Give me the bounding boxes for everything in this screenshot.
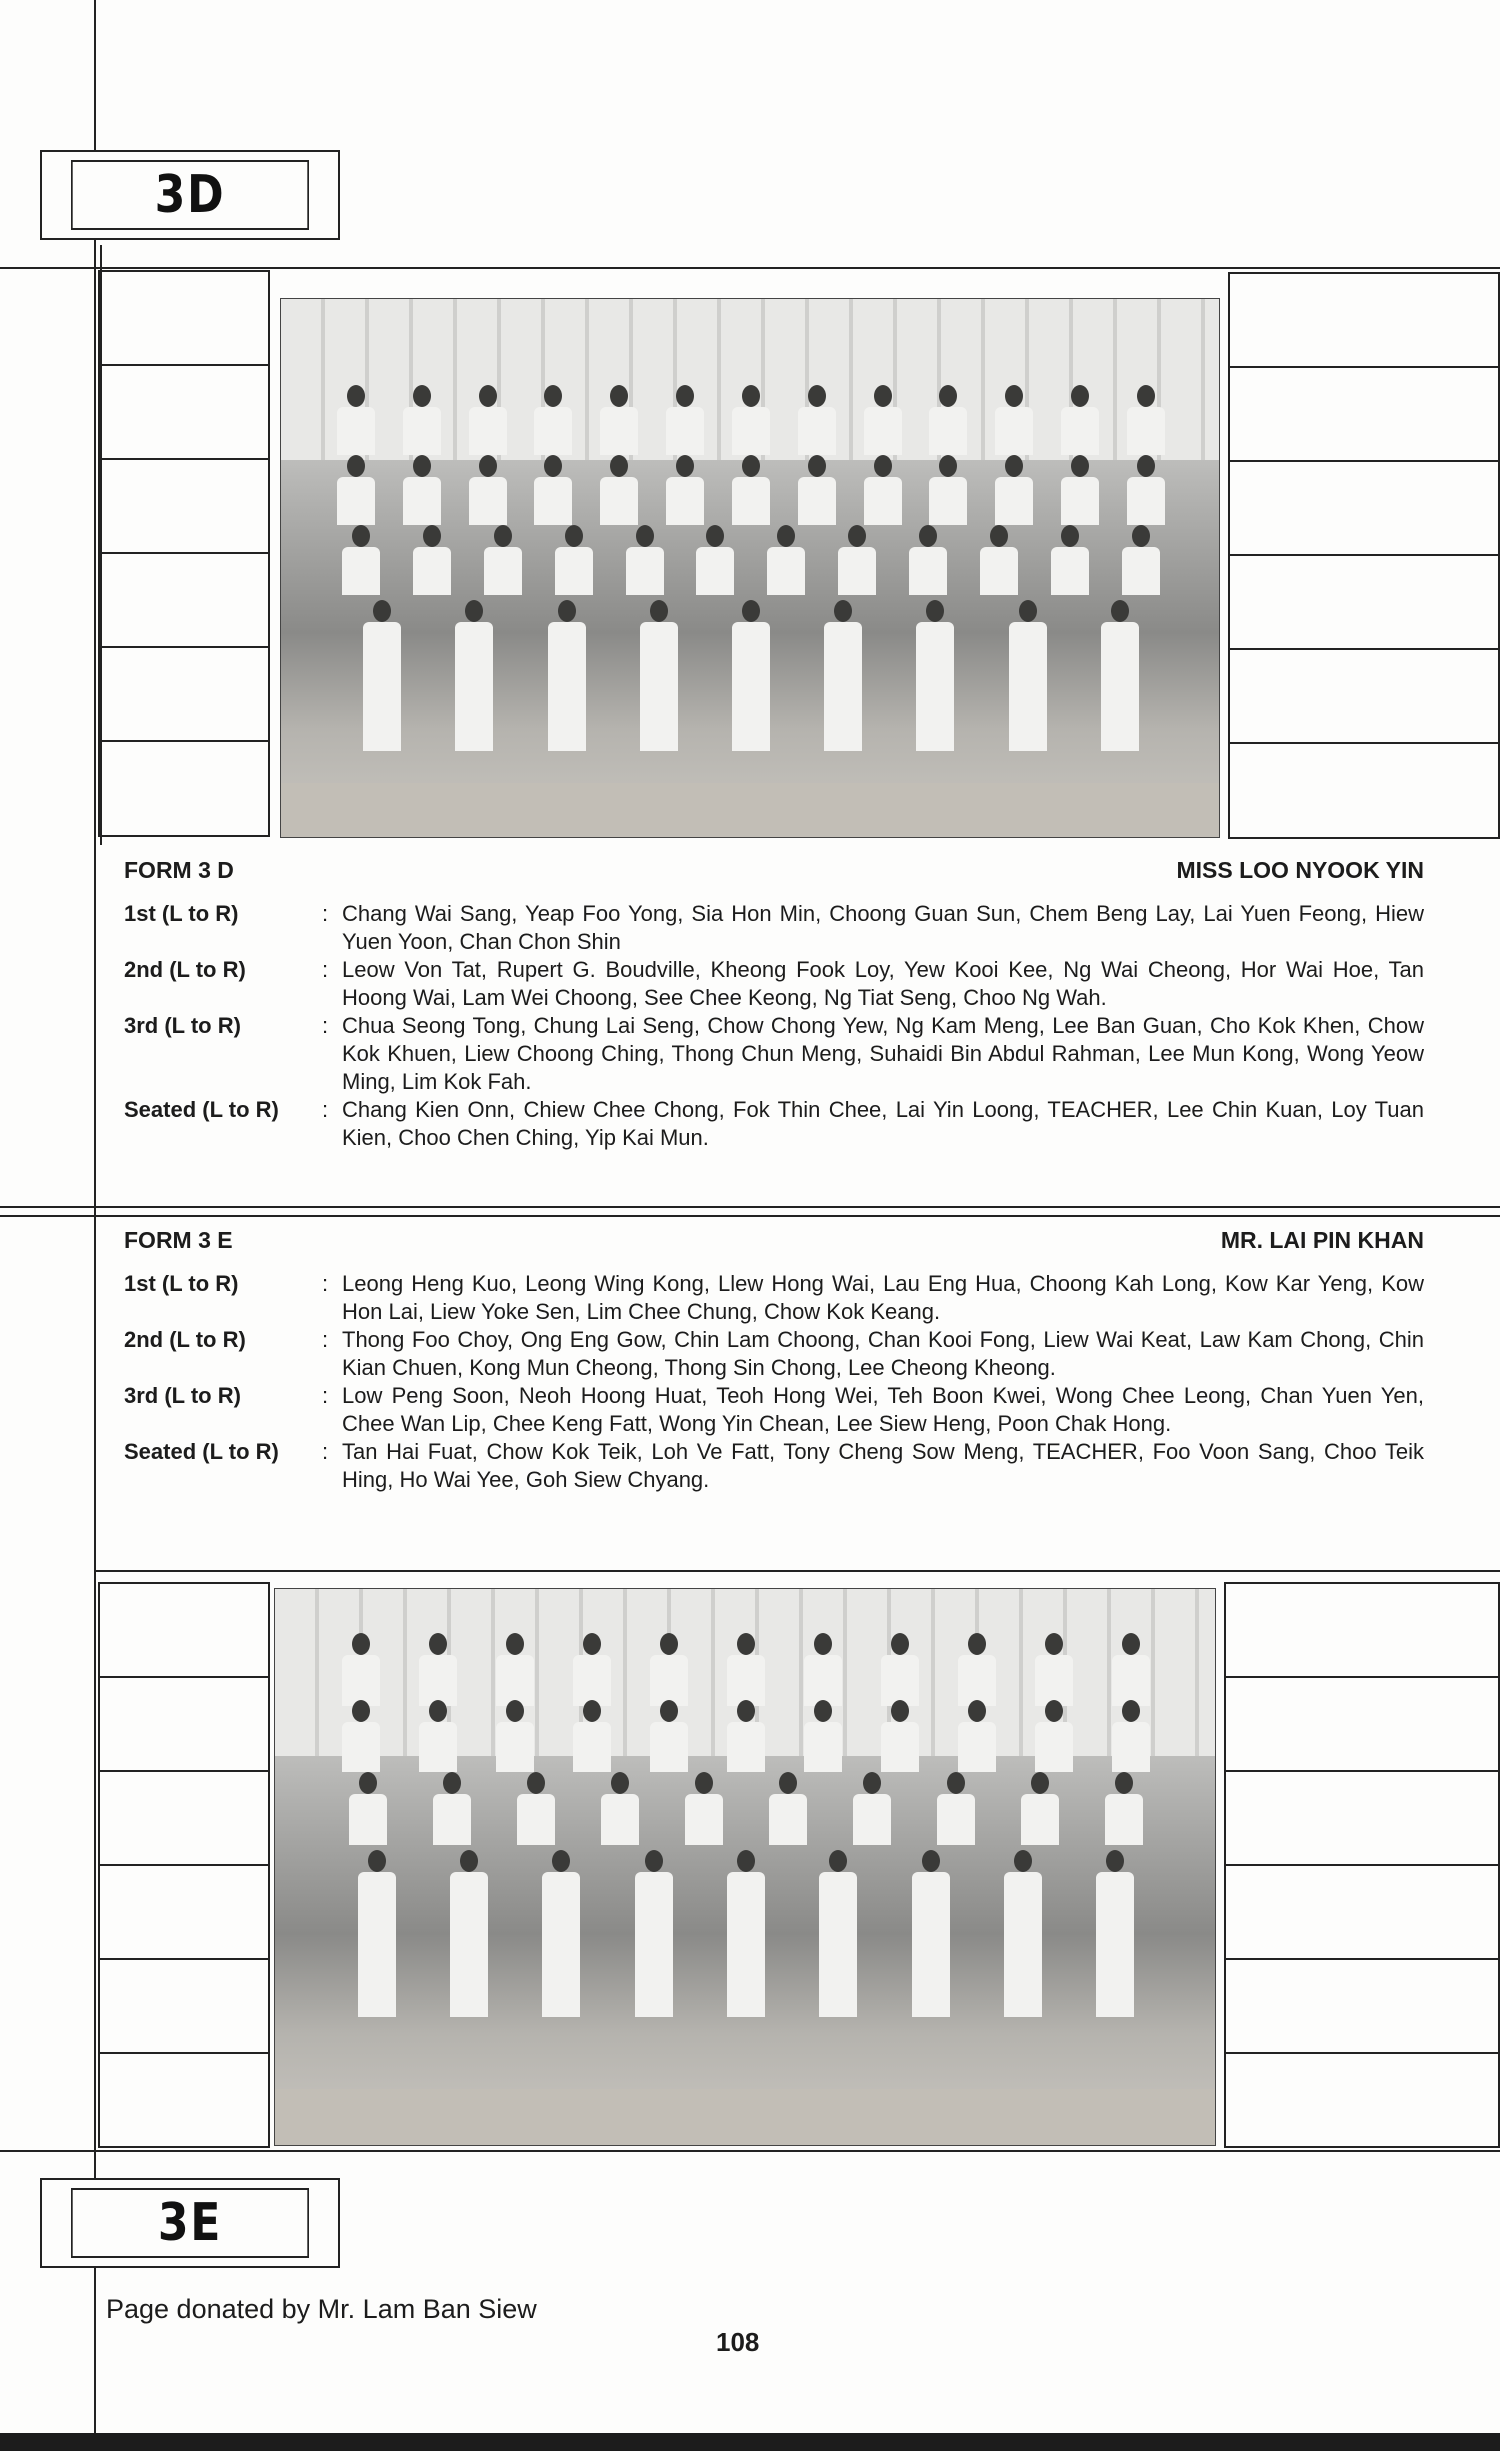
row-names: Leow Von Tat, Rupert G. Boudville, Kheong Fook Loy, Yew Kooi Kee, Ng Wai Cheong, Hor Wai Hoe, Tan Hoong Wai, Lam Wei Choong, See Chee Keong, Ng Tiat Seng, Choo Ng Wah. bbox=[342, 957, 1424, 1010]
page-number: 108 bbox=[716, 2327, 760, 2357]
roster-3d bbox=[124, 856, 1424, 1152]
roster-3d-title: FORM 3 D bbox=[124, 857, 234, 883]
side-grid-right-3e bbox=[1224, 1582, 1500, 2148]
roster-3d-row: 3rd (L to R) : Chua Seong Tong, Chung Lai Seng, Chow Chong Yew, Ng Kam Meng, Lee Ban Guan, Cho Kok Khen, Chow Kok Khuen, Liew Choong Ching, Thong Chun Meng, Suhaidi Bin Abdul Rahman, Lee Mun Kong, Wong Yeow Ming, Lim Kok Fah. bbox=[124, 1013, 1424, 1094]
side-grid-right-3d bbox=[1228, 272, 1500, 839]
roster-3e-row: Seated (L to R) : Tan Hai Fuat, Chow Kok Teik, Loh Ve Fatt, Tony Cheng Sow Meng, TEACHER, Foo Voon Sang, Choo Teik Hing, Ho Wai Yee, Goh Siew Chyang. bbox=[124, 1439, 1424, 1492]
roster-3e-row: 1st (L to R) : Leong Heng Kuo, Leong Wing Kong, Llew Hong Wai, Lau Eng Hua, Choong Kah Long, Kow Kar Yeng, Kow Hon Lai, Liew Yoke Sen, Lim Chee Chung, Chow Kok Keang. bbox=[124, 1271, 1424, 1324]
row-names: Leong Heng Kuo, Leong Wing Kong, Llew Hong Wai, Lau Eng Hua, Choong Kah Long, Kow Kar Yeng, Kow Hon Lai, Liew Yoke Sen, Lim Chee Chung, Chow Kok Keang. bbox=[342, 1271, 1424, 1324]
row-names: Chang Kien Onn, Chiew Chee Chong, Fok Thin Chee, Lai Yin Loong, TEACHER, Lee Chin Kuan, Loy Tuan Kien, Choo Chen Ching, Yip Kai Mun. bbox=[342, 1097, 1424, 1150]
side-grid-left-3e bbox=[98, 1582, 270, 2148]
row-label: 1st (L to R) bbox=[124, 1271, 239, 1296]
row-label: 1st (L to R) bbox=[124, 901, 239, 926]
row-names: Thong Foo Choy, Ong Eng Gow, Chin Lam Choong, Chan Kooi Fong, Liew Wai Keat, Law Kam Chong, Chin Kian Chuen, Kong Mun Cheong, Thong Sin Chong, Lee Cheong Kheong. bbox=[342, 1327, 1424, 1380]
row-names: Chang Wai Sang, Yeap Foo Yong, Sia Hon Min, Choong Guan Sun, Chem Beng Lay, Lai Yuen Feong, Hiew Yuen Yoon, Chan Chon Shin bbox=[342, 901, 1424, 954]
roster-3d-row: Seated (L to R) : Chang Kien Onn, Chiew Chee Chong, Fok Thin Chee, Lai Yin Loong, TEACHER, Lee Chin Kuan, Loy Tuan Kien, Choo Chen Ching, Yip Kai Mun. bbox=[124, 1097, 1424, 1150]
roster-3d-row: 2nd (L to R) : Leow Von Tat, Rupert G. Boudville, Kheong Fook Loy, Yew Kooi Kee, Ng Wai Cheong, Hor Wai Hoe, Tan Hoong Wai, Lam Wei Choong, See Chee Keong, Ng Tiat Seng, Choo Ng Wah. bbox=[124, 957, 1424, 1010]
form-tab-bottom bbox=[40, 2178, 340, 2268]
frame-rule-3d-bottom bbox=[0, 1206, 1500, 1208]
roster-3d-row: 1st (L to R) : Chang Wai Sang, Yeap Foo Yong, Sia Hon Min, Choong Guan Sun, Chem Beng Lay, Lai Yuen Feong, Hiew Yuen Yoon, Chan Chon Shin bbox=[124, 901, 1424, 954]
frame-rule-3e-top bbox=[0, 1215, 1500, 1217]
frame-left-line bbox=[94, 0, 96, 2451]
roster-3e-title: FORM 3 E bbox=[124, 1227, 233, 1253]
row-label: Seated (L to R) bbox=[124, 1439, 279, 1464]
footer-donation-note: Page donated by Mr. Lam Ban Siew bbox=[106, 2294, 537, 2324]
frame-rule-photo2-bottom bbox=[0, 2150, 1500, 2152]
frame-top-rule bbox=[0, 267, 1500, 269]
row-label: 2nd (L to R) bbox=[124, 957, 246, 982]
row-label: 2nd (L to R) bbox=[124, 1327, 246, 1352]
class-photo-3d bbox=[280, 298, 1220, 838]
row-names: Chua Seong Tong, Chung Lai Seng, Chow Chong Yew, Ng Kam Meng, Lee Ban Guan, Cho Kok Khen, Chow Kok Khuen, Liew Choong Ching, Thong Chun Meng, Suhaidi Bin Abdul Rahman, Lee Mun Kong, Wong Yeow Ming, Lim Kok Fah. bbox=[342, 1013, 1424, 1094]
roster-3e bbox=[124, 1226, 1424, 1494]
roster-3e-row: 2nd (L to R) : Thong Foo Choy, Ong Eng Gow, Chin Lam Choong, Chan Kooi Fong, Liew Wai Keat, Law Kam Chong, Chin Kian Chuen, Kong Mun Cheong, Thong Sin Chong, Lee Cheong Kheong. bbox=[124, 1327, 1424, 1380]
side-grid-left-3d bbox=[98, 270, 270, 837]
class-photo-3e bbox=[274, 1588, 1216, 2146]
row-names: Tan Hai Fuat, Chow Kok Teik, Loh Ve Fatt, Tony Cheng Sow Meng, TEACHER, Foo Voon Sang, Choo Teik Hing, Ho Wai Yee, Goh Siew Chyang. bbox=[342, 1439, 1424, 1492]
row-label: Seated (L to R) bbox=[124, 1097, 279, 1122]
row-names: Low Peng Soon, Neoh Hoong Huat, Teoh Hong Wei, Teh Boon Kwei, Wong Chee Leong, Chan Yuen Yen, Chee Wan Lip, Chee Keng Fatt, Wong Yin Chean, Lee Siew Heng, Poon Chak Hong. bbox=[342, 1383, 1424, 1436]
form-tab-top-label: 3D bbox=[71, 160, 309, 230]
roster-3e-row: 3rd (L to R) : Low Peng Soon, Neoh Hoong Huat, Teoh Hong Wei, Teh Boon Kwei, Wong Chee Leong, Chan Yuen Yen, Chee Wan Lip, Chee Keng Fatt, Wong Yin Chean, Lee Siew Heng, Poon Chak Hong. bbox=[124, 1383, 1424, 1436]
form-tab-top bbox=[40, 150, 340, 240]
page-bottom-edge bbox=[0, 2433, 1500, 2451]
form-tab-bottom-label: 3E bbox=[71, 2188, 309, 2258]
roster-3e-teacher: MR. LAI PIN KHAN bbox=[1220, 1227, 1424, 1253]
frame-rule-3e-bottom bbox=[94, 1570, 1500, 1572]
row-label: 3rd (L to R) bbox=[124, 1383, 241, 1408]
row-label: 3rd (L to R) bbox=[124, 1013, 241, 1038]
roster-3d-teacher: MISS LOO NYOOK YIN bbox=[1176, 857, 1424, 883]
